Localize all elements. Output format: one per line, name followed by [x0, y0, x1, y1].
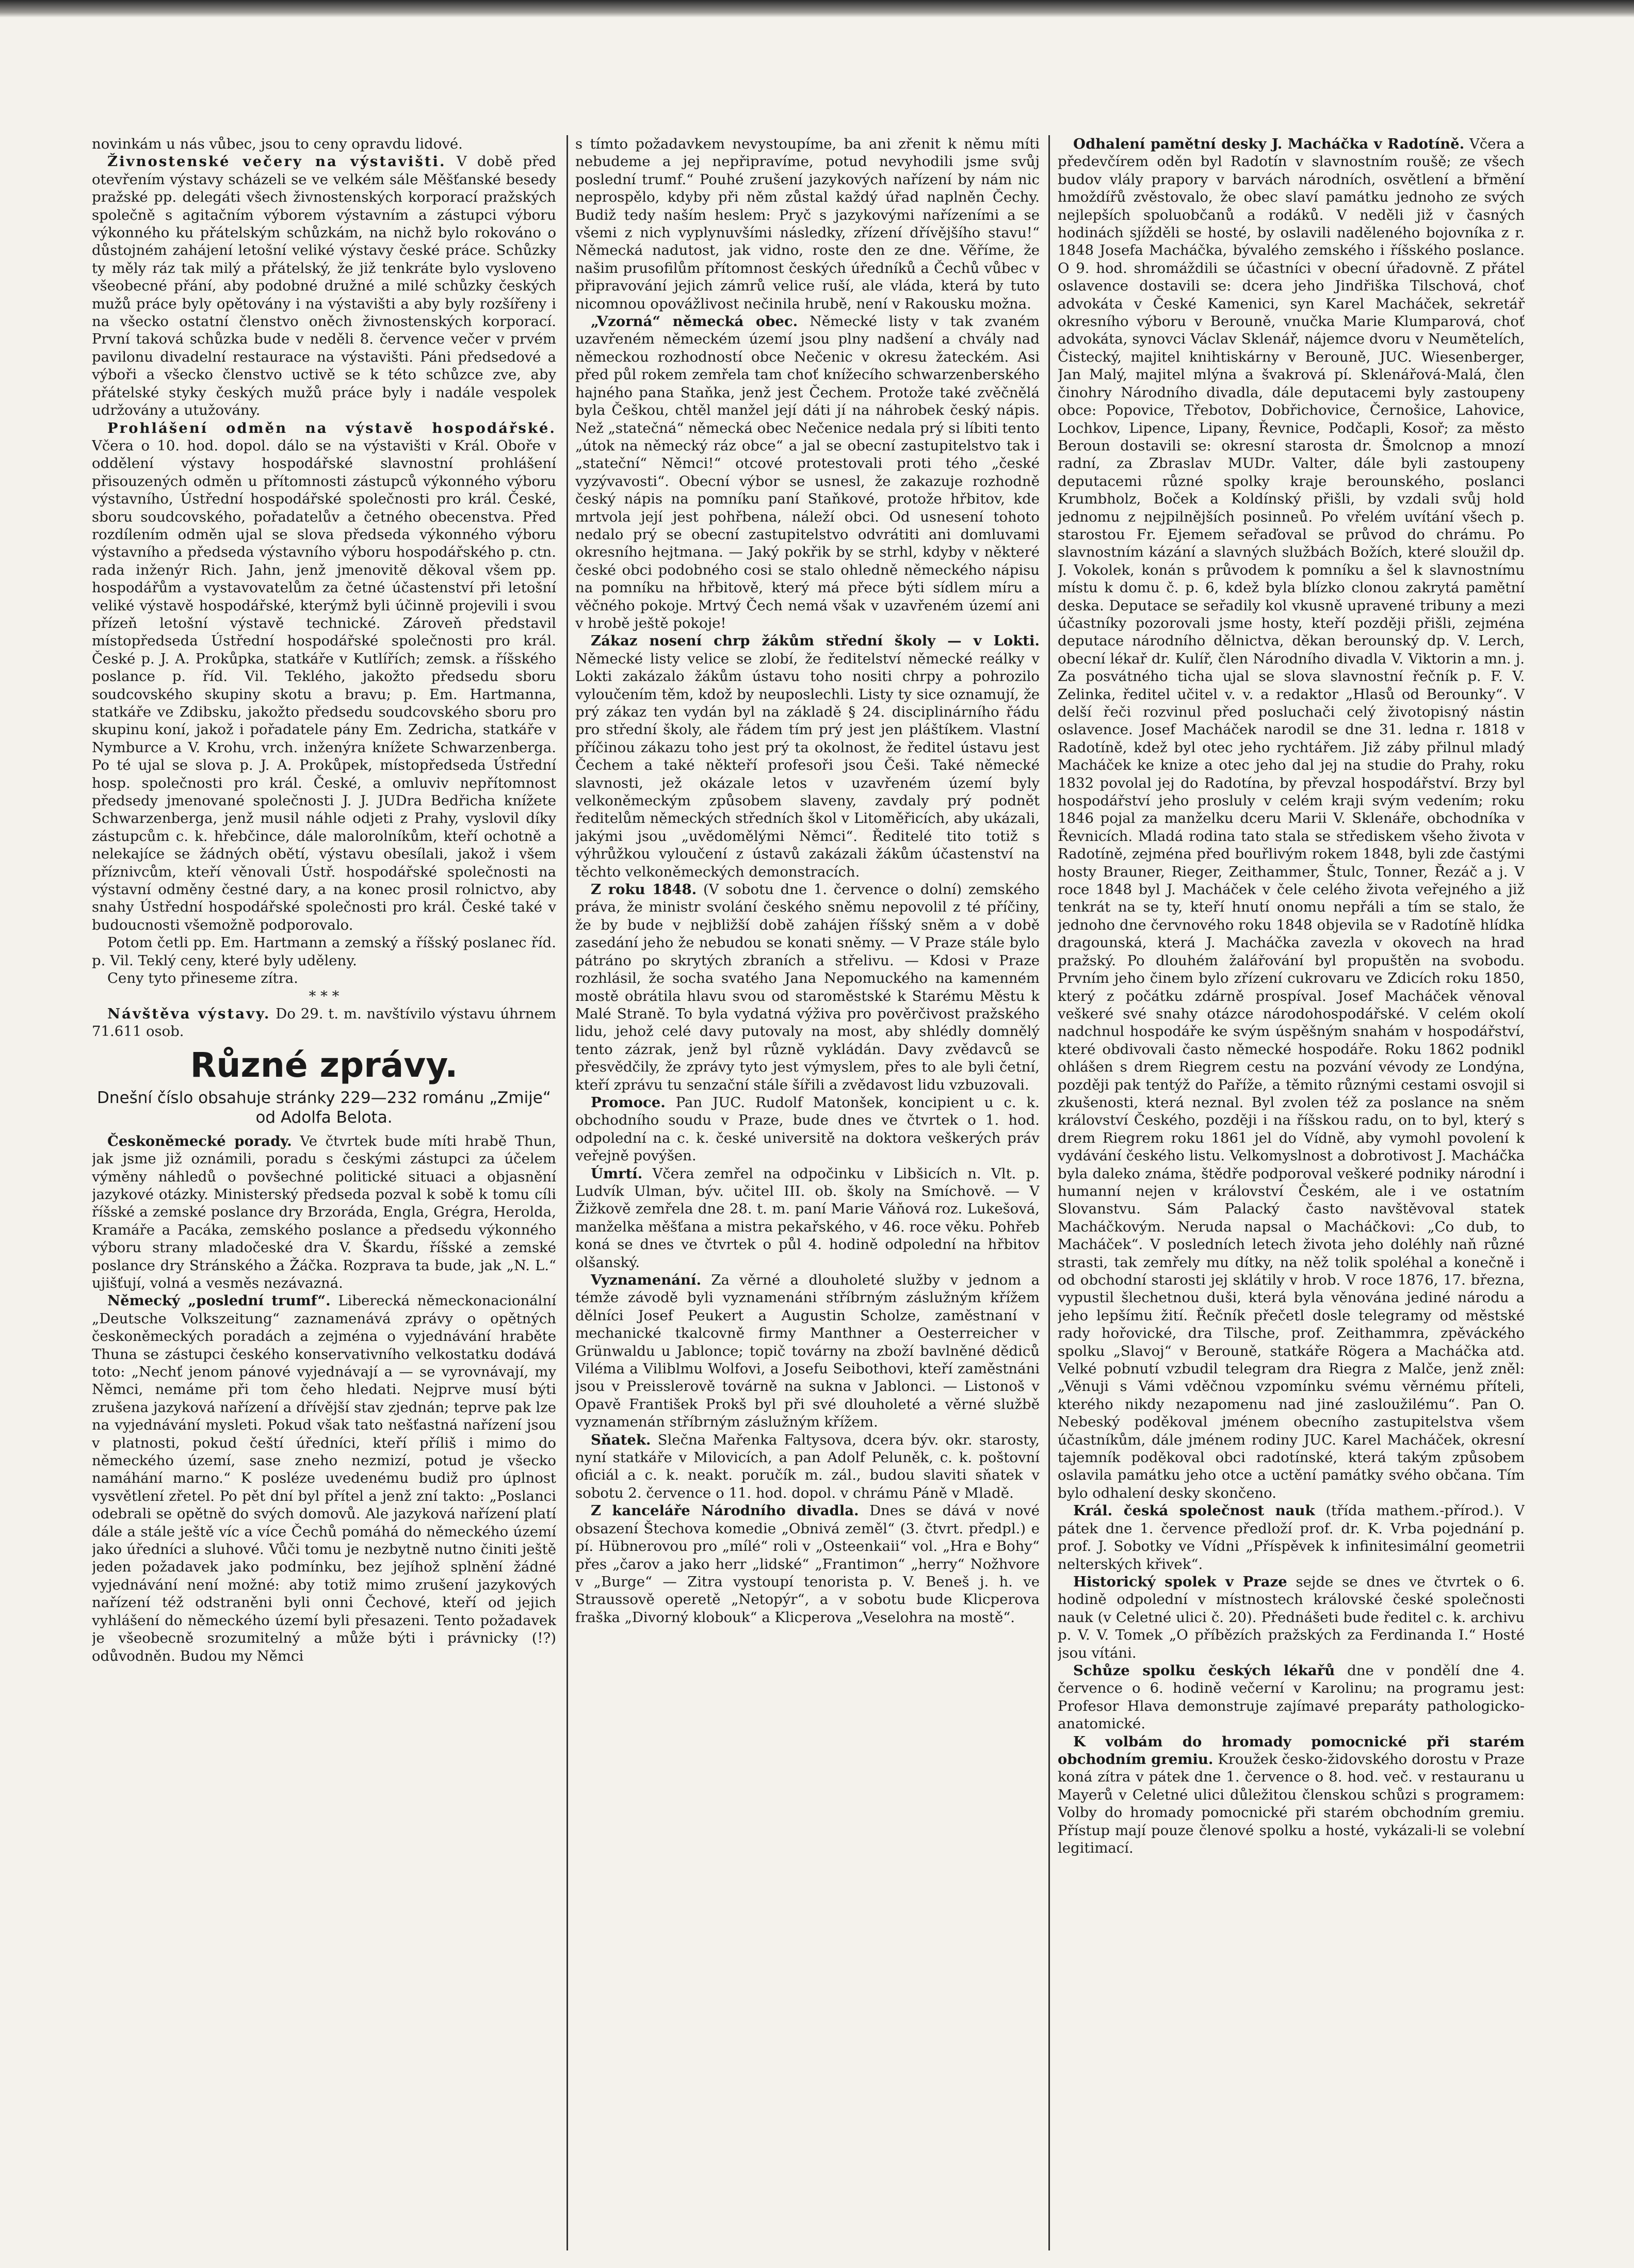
- article-title: „Vzorná“ německá obec.: [591, 313, 798, 330]
- article-body: Včera o 10. hod. dopol. dálo se na výstavišti v Král. Oboře v oddělení výstavy hospodářské slavnostní prohlášení přisouzených odměn u přítomnosti zástupců výkonného výboru výstavního, Ústřední hospodářské společnosti pro král. České, sboru soudcovského, pořadatelův a četného obecenstva. Před rozdílením odměn ujal se slova předseda výkonného výboru výstavního a předseda výstavního výboru hospodářského p. ctn. rada inženýr Rich. Jahn, jenž jmenovitě děkoval všem pp. hospodářům a vystavovatelům za četné účastenství při letošní veliké výstavě hospodářské, kterýmž byli účinně projevili i svou přízeň letošní výstavě technické. Zároveň představil místopředseda Ústřední hospodářské společnosti pro král. České p. J. A. Prokůpka, statkáře v Kutlířích; zemsk. a říšského poslance p. říd. Vil. Teklého, jakožto předsedu sboru soudcovského skupiny skotu a bravu; p. Em. Hartmanna, statkáře ve Zdibsku, jakožto předsedu soudcovského sboru pro skupinu koní, jakož i pořadatele pány Em. Zedricha, statkáře v Nymburce a V. Krohu, vrch. inženýra knížete Schwarzenberga. Po té ujal se slova p. J. A. Prokůpek, místopředseda Ústřední hosp. společnosti pro král. České, a omluviv nepřítomnost předsedy jmenované společnosti J. J. JUDra Bedřicha knížete Schwarzenberga, jenž musil náhle odjeti z Prahy, vyslovil díky zástupcům c. k. hřebčince, dále malorolníkům, kteří ochotně a nelekajíce se žádných obětí, výstavu obesílali, jakož i všem příznivcům, kteří věnovali Ústř. hospodářské společnosti na výstavní odměny čestné dary, a na konec prosil rolnictvo, aby snahy Ústřední hospodářské společnosti pro král. České také v budoucnosti všemožně podporovalo.: [92, 437, 556, 933]
- article-body: Slečna Mařenka Faltysova, dcera býv. okr. starosty, nyní statkáře v Milovicích, a pan Adolf Peluněk, c. k. poštovní oficiál a c. k. neakt. poručík m. zál., budou slaviti sňatek v sobotu 2. července o 11. hod. dopol. v chrámu Páně v Mladě.: [575, 1431, 1040, 1501]
- article-paragraph: [575, 1431, 1040, 1502]
- article-body: Pan JUC. Rudolf Matonšek, koncipient u c. k. obchodního soudu v Praze, bude dnes ve čtvrtek o 1. hod. odpolední na c. k. české universitě na doktora veškerých práv veřejně povýšen.: [575, 1094, 1040, 1164]
- article-title: Návštěva výstavy.: [107, 1005, 271, 1022]
- article-title: Odhalení pamětní desky J. Macháčka v Radotíně.: [1073, 136, 1465, 152]
- article-body: (V sobotu dne 1. července o dolní) zemského práva, že ministr svolání českého sněmu nepovolil z té příčiny, že by bude v nejbližší době zahájen říšský sněm a v době zasedání jeho že nebudou se konati sněmy. — V Praze stále bylo pátráno po skrytých zbraních a střelivu. — Kdosi v Praze rozhlásil, že socha svatého Jana Nepomuckého na kamenném mostě obrátila hlavu svou od staroměstské k Starému Městu k Malé Straně. To byla vydatná výživa pro pověrčivost pražského lidu, jehož celé davy putovaly na most, aby shlédly domnělý tento zázrak, jenž byl různě vykládán. Davy zvědavců se přesvědčily, že zprávy tyto jest výmyslem, přes to ale byli četní, kteří zprávu tu senzační stále šířili a zvědavost lidu vzbuzovali.: [575, 881, 1040, 1093]
- article-paragraph: [92, 1292, 556, 1665]
- article-body: (třída mathem.-přírod.). V pátek dne 1. července předloží prof. dr. K. Vrba pojednání p. prof. J. Sobotky ve Vídni „Příspěvek k infinitesimální geometrii nelterských křivek“.: [1058, 1502, 1525, 1573]
- article-paragraph: [575, 1502, 1040, 1626]
- section-heading: Různé zprávy.: [190, 1045, 458, 1085]
- scan-edge: [0, 0, 1634, 18]
- article-paragraph: [575, 881, 1040, 1094]
- article-paragraph: [1058, 1662, 1525, 1733]
- article-body: Liberecká německonacionální „Deutsche Volkszeitung“ zaznamenává zprávy o opětných českoněmeckých poradách a zejména o vyjednávání hraběte Thuna se zástupci českého konservativního velkostatku dodává toto: „Nechť jenom pánové vyjednávají a — se vyrovnávají, my Němci, nemáme při tom čeho hledati. Nejprve musí býti zrušena jazyková nařízení a dřívější stav zjednán; teprve pak lze na vyjednávání mysleti. Pokud však tato nešťastná nařízení jsou v platnosti, pokud čeští úředníci, kteří příliš i mimo do německého území, sase zneho nezmizí, potud je všecko namáhání marno.“ K posléze uvedenému budiž pro úplnost vysvětlení zřetel. Po pět dní byl přítel a jenž zní takto: „Poslanci odebrali se opětně do svých domovů. Ale jazyková nařízení platí dále a stále ještě víc a více Čechů pomáhá do německého území jako úředníci a sluhové. Vůči tomu je nezbytně nutno činiti ještě jeden požadavek jako podmínku, bez jejíhož splnění žádné vyjednávání není možné: aby totiž mimo zrušení jazykových nařízení též odstraněni byli onni Čechové, kteří od jejich vyhlášení do německého území byli přesazeni. Tento požadavek je všeobecně srozumitelný a může býti i právnicky (!?) odůvodněn. Budou my Němci: [92, 1292, 556, 1664]
- article-paragraph: [575, 632, 1040, 881]
- article-title: Z roku 1848.: [591, 881, 697, 898]
- article-paragraph: [92, 1005, 556, 1041]
- article-title: Zákaz nosení chrp žákům střední školy — v Lokti.: [591, 633, 1040, 650]
- column-divider: [1048, 135, 1050, 2250]
- article-title: Promoce.: [591, 1094, 666, 1111]
- article-title: Z kanceláře Národního divadla.: [591, 1502, 859, 1519]
- article-paragraph: [1058, 1733, 1525, 1857]
- column-1: [92, 135, 556, 2250]
- article-body: Německé listy v tak zvaném uzavřeném německém území jsou plny nadšení a chvály nad německou rozhodností obce Nečenic v okresu žateckém. Asi před půl rokem zemřela tam choť knížecího schwarzenberského hajného pana Staňka, jenž jest Čechem. Protože také zvěčnělá byla Češkou, chtěl manžel její dáti jí na náhrobek český nápis. Než „statečná“ německá obec Nečenice nedala prý si líbiti tento „útok na německý ráz obce“ a jal se obecní zastupitelstvo tak i „stateční“ Němci!“ otcové protestovali proti tého „české vyzývavosti“. Obecní výbor se usnesl, že zakazuje rozhodně český nápis na pomníku paní Staňkové, protože hřbitov, kde mrtvola její jest pohřbena, náleží obci. Od usnesení tohoto nedalo prý se obecní zastupitelstvo odvrátiti ani domluvami okresního hejtmana. — Jaký pokřik by se strhl, kdyby v některé české obci podobného cosi se stalo ohledně německého nápisu na pomníku na hřbitově, který má přece býti sídlem míru a věčného pokoje. Mrtvý Čech nemá však v uzavřeném území ani v hrobě ještě pokoje!: [575, 313, 1040, 631]
- article-paragraph: [575, 1165, 1040, 1271]
- article-paragraph: Potom četli pp. Em. Hartmann a zemský a říšský poslanec říd. p. Vil. Teklý ceny, které byly uděleny.: [92, 934, 556, 969]
- article-title: Historický spolek v Praze: [1073, 1573, 1287, 1590]
- article-body: Německé listy velice se zlobí, že ředitelství německé reálky v Lokti zakázalo žákům ústavu toho nositi chrpy a pohrozilo vyloučením těm, kdož by neuposlechli. Listy ty sice oznamují, že prý zákaz ten vydán byl na základě § 24. disciplinárního řádu pro střední školy, ale řádem tím prý jest jen pláštíkem. Vlastní příčinou zákazu toho jest prý ta okolnost, že ředitel ústavu jest Čechem a také někteří profesoři jsou Češi. Také německé slavnosti, jež okázale letos v uzavřeném území byly velkoněmeckým způsobem slaveny, zavdaly prý podnět ředitelům německých středních škol v Litoměřicích, aby ukázali, jakými jsou „uvědomělými Němci“. Ředitelé tito totiž s výhrůžkou vyloučení z ústavů zakázali žákům účastenství na těchto velkoněmeckých demonstracích.: [575, 650, 1040, 880]
- article-title: Prohlášení odměn na výstavě hospodářské.: [107, 419, 556, 436]
- article-body: Do 29. t. m. navštívilo výstavu úhrnem 71.611 osob.: [92, 1005, 556, 1040]
- article-paragraph: [575, 1271, 1040, 1431]
- article-paragraph: [1058, 1573, 1525, 1662]
- article-paragraph: [575, 313, 1040, 632]
- article-title: Sňatek.: [591, 1431, 651, 1448]
- article-body: Dnes se dává v nové obsazení Štechova komedie „Obnivá zeměl“ (3. čtvrt. předpl.) e pí. Hübnerovou pro „mílé“ roli v „Osteenkaii“ vol. „Hra e Bohy“ přes „čarov a jako herr „lidské“ „Frantimon“ „herry“ Nožhvore v „Burge“ — Zitra vystoupí tenorista p. V. Beneš j. h. ve Straussově operetě „Netopýr“, a v sobotu bude Klicperova fraška „Divorný klobouk“ a Klicperova „Veselohra na mostě“.: [575, 1502, 1040, 1626]
- article-body: Ve čtvrtek bude míti hrabě Thun, jak jsme již oznámili, poradu s českými zástupci za účelem výměny náhledů o povšechné politické situaci a objasnění jazykové otázky. Ministerský předseda pozval k sobě k tomu cíli říšské a zemské poslance dry Brzoráda, Engla, Grégra, Herolda, Kramáře a Pacáka, zemského poslance a předsedu výkonného výboru strany mladočeské dra V. Škardu, říšské a zemské poslance dry Stránského a Žáčka. Rozprava ta bude, jak „N. L.“ ujišťují, volná a vesměs nezávazná.: [92, 1132, 556, 1291]
- column-2: [575, 135, 1040, 2250]
- column-divider: [567, 135, 568, 2250]
- separator-stars: * * *: [309, 987, 339, 1005]
- section-subheading: Dnešní číslo obsahuje stránky 229—232 románu „Zmije“ od Adolfa Belota.: [97, 1088, 551, 1127]
- article-body: Včera zemřel na odpočinku v Libšicích n. Vlt. p. Ludvík Ulman, býv. učitel III. ob. školy na Smíchově. — V Žižkově zemřela dne 28. t. m. paní Marie Váňová roz. Lukešová, manželka měšťana a mistra pekařského, v 46. roce věku. Pohřeb koná se dnes ve čtvrtek o půl 4. hodině odpolední na hřbitov olšanský.: [575, 1165, 1040, 1271]
- article-paragraph: Ceny tyto přineseme zítra.: [107, 970, 298, 987]
- article-title: Král. česká společnost nauk: [1073, 1502, 1315, 1519]
- article-title: Schůze spolku českých lékařů: [1073, 1662, 1335, 1679]
- article-title: Českoněmecké porady.: [107, 1132, 292, 1149]
- article-continuation: novinkám u nás vůbec, jsou to ceny opravdu lidové.: [92, 136, 463, 152]
- article-paragraph: [1058, 1502, 1525, 1573]
- article-paragraph: [92, 419, 556, 934]
- article-body: Kroužek česko-židovského dorostu v Praze koná zítra v pátek dne 1. července o 8. hod. več. v restauranu u Mayerů v Celetné ulici důležitou členskou schůzi s programem: Volby do hromady pomocnické při starém obchodním gremiu. Přístup mají pouze členové spolku a hosté, vykázali-li se volební legitimací.: [1058, 1751, 1525, 1856]
- article-title: Úmrtí.: [591, 1165, 643, 1182]
- article-title: K volbám do hromady pomocnické při starém obchodním gremiu.: [1058, 1733, 1525, 1768]
- article-body: Včera a předevčírem oděn byl Radotín v slavnostním roušě; ze všech budov vlály prapory v barvách národních, osvětlení a břmění hmoždířů zvěstovalo, že obec slaví památku jednoho ze svých nejlepších spoluobčanů a rodáků. V neděli již v časných hodinách sjížděli se hosté, by oslavili naděleného bojovníka z r. 1848 Josefa Macháčka, bývalého zemského i říšského poslance. O 9. hod. shromáždili se účastníci v obecní úřadovně. Z přátel oslavence dostavili se: dcera jeho Jindřiška Tilschová, choť advokáta v České Kamenici, syn Karel Macháček, sekretář okresního výboru v Berouně, vnučka Marie Klumparová, choť advokáta, synovci Václav Sklenář, nájemce dvoru v Neumětelích, Čistecký, majitel knihtiskárny v Berouně, JUC. Wiesenberger, Jan Malý, majitel mlýna a švakrová pí. Sklenářová-Malá, člen činohry Národního divadla, dále deputacemi byly zastoupeny obce: Popovice, Třebotov, Dobřichovice, Černošice, Lahovice, Lochkov, Lipence, Lipany, Řevnice, Podčapli, Kosoř; za město Beroun dostavili se: okresní starosta dr. Šmolcnop a mnozí radní, za Zbraslav MUDr. Valter, dále byli zastoupeny deputacemi různé spolky kraje berounského, poslanci Krumbholz, Boček a Koldínský přišli, by vzdali svůj hold jednomu z nejpilnějších posinneů. Po vřelém uvítání všech p. starostou Fr. Ejemem seřaďoval se průvod do chrámu. Po slavnostním kázání a slavných službách Božích, které sloužil dp. J. Vokolek, konán s průvodem k pomníku a šel k slavnostnímu místu k domu č. p. 6, kdež byla blízko clonou zakrytá pamětní deska. Deputace se seřadily kol vkusně upravené tribuny a mezi účastníky pozorovali jsme hosty, kteří později přišli, zejména deputace národního dělnictva, děkan berounský dp. V. Lerch, obecní lékař dr. Kulíř, člen Národního divadla V. Viktorin a mn. j. Za posvátného ticha ujal se slova slavnostní řečník p. F. V. Zelinka, ředitel učitel v. v. a redaktor „Hlasů od Berounky“. V delší řeči rozvinul před posluchači celý životopisný nástin oslavence. Josef Macháček narodil se dne 31. ledna r. 1818 v Radotíně, kdež byl otec jeho rychtářem. Již záby přilnul mladý Macháček ke knize a otec jeho dal jej na studie do Prahy, roku 1832 povolal jej do Radotína, by převzal hospodářství. Brzy byl hospodářství jeho prosluly v celém kraji svým vedením; roku 1846 pojal za manželku dceru Marii V. Sklenáře, obchodníka v Řevnicích. Mladá rodina tato stala se střediskem všeho života v Radotíně, zejména před bouřlivým rokem 1848, byli zde častými hosty Brauner, Rieger, Zeithammer, Štulc, Tonner, Řezáč a j. V roce 1848 byl J. Macháček v čele celého života veřejného a již tenkrát na se ty, kteří hnutí onomu nepřáli a tím se stalo, že jednoho dne červnového roku 1848 objevila se v Radotíně hlídka dragounská, která J. Macháčka zavezla v okovech na hrad pražský. Po dlouhém žalářování byl propuštěn na svobodu. Prvním jeho činem bylo zřízení cukrovaru ve Zdicích roku 1850, který z počátku zdárně prospíval. Josef Macháček věnoval veškeré své snahy otázce národohospodářské. V celém okolí nadchnul hospodáře ke svým úspěšným snahám v hospodářství, které obdivovali často německé hospodáře. Roku 1862 podnikl ohlášen s drem Riegrem cestu na pozvání vévody ze Londýna, později pak tentýž do Paříže, a těmito různými cestami osvojil si zkušenosti, která neznal. Byl zvolen též za poslance na sněm království Českého, později i na říšskou radu, on to byl, který s drem Riegrem roku 1861 jel do Vídně, aby vymohl povolení k vydávání českého listu. Velkomyslnost a dobrotivost J. Macháčka byla daleko známa, štědře podporoval veškeré podniky národní i humanní nejen v království Českém, ale i ve ostatním Slovanstvu. Sám Palacký často navštěvoval statek Macháčkovým. Neruda napsal o Macháčkovi: „Co dub, to Macháček“. V posledních letech života jeho doléhly naň různé strasti, tak zemřely mu dítky, na něž tolik spoléhal a konečně i od obchodní starosti jej sklátily v hrob. V roce 1876, 17. března, vypustil šlechetnou duši, která byla věnována jediné národu a jeho lepšímu žití. Řečník přečetl dosle telegramy od městské rady hořovické, dra Tilsche, prof. Zeithammra, zpěváckého spolku „Slavoj“ v Berouně, statkáře Rögera a Macháčka atd. Velké pobnutí vzbudil telegram dra Riegra z Malče, jenž zněl: „Věnuji s Vámi vděčnou vzpomínku svému věrnému příteli, kterého nikdy nezapomenu nad jiné zasloužilému“. Pan O. Nebeský poděkoval jménem obecního zastupitelstva všem účastníkům, dále jménem rodiny JUC. Karel Macháček, okresní tajemník poděkoval obci radotínské, která takým způsobem oslavila památku jeho otce a uctění památky svého občana. Tím bylo odhalení desky skončeno.: [1058, 136, 1525, 1501]
- article-paragraph: [1058, 135, 1525, 1502]
- article-body: Za věrné a dlouholeté služby v jednom a témže závodě byli vyznamenáni stříbrným záslužným křížem dělníci Josef Peukert a Augustin Scholze, zaměstnaní v mechanické tkalcovně firmy Manthner a Oesterreicher v Grünwaldu u Jablonce; topič továrny na zboží bavlněné dědiců Viléma a Viliblmu Wolfovi, a Josefu Seibothovi, kteří zaměstnáni jsou v Preisslerově továrně na sukna v Jablonci. — Listonoš v Opavě František Prokš byl při své dlouholeté a věrné službě vyznamenán stříbrným záslužným křížem.: [575, 1272, 1040, 1431]
- article-continuation: s tímto požadavkem nevystoupíme, ba ani zřenit k němu míti nebudeme a jej nepřipravíme, potud nevyhodili jsme svůj poslední trumf.“ Pouhé zrušení jazykových nařízení by nám nic neprospělo, kdyby při něm zůstal každý úřad naplněn Čechy. Budiž tedy naším heslem: Pryč s jazykovými nařízeními a se všemi z nich vyplynuvšími následky, zřízení dřívějšího stavu!“ Německá nadutost, jak vidno, roste den ze dne. Věříme, že našim prusofilům přítomnost českých úředníků a Čechů vůbec v připravování jejich zámrů velice ruší, ale vláda, která by tuto nicomnou opovážlivost nečinila hrubě, není v Rakousku možna.: [575, 136, 1040, 312]
- article-paragraph: [575, 1094, 1040, 1165]
- article-title: Vyznamenání.: [591, 1272, 702, 1288]
- article-body: sejde se dnes ve čtvrtek o 6. hodině odpolední v místnostech královské české společnosti nauk (v Celetné ulici č. 20). Přednášeti bude ředitel c. k. archivu p. V. V. Tomek „O příbězích pražských za Ferdinanda I.“ Hosté jsou vítáni.: [1058, 1573, 1525, 1661]
- article-body: dne v pondělí dne 4. července o 6. hodině večerní v Karolinu; na programu jest: Profesor Hlava demonstruje zajímavé preparáty pathologicko-anatomické.: [1058, 1662, 1525, 1732]
- column-3: [1058, 135, 1525, 2250]
- article-title: Německý „poslední trumf“.: [107, 1292, 331, 1309]
- article-paragraph: [92, 1132, 556, 1292]
- article-body: V době před otevřením výstavy scházeli se ve velkém sále Měšťanské besedy pražské pp. delegáti všech živnostenských korporací pražských společně s agitačním výborem výstavním a zástupci výboru výkonného ku přátelským schůzkám, na nichž bylo rokováno o důstojném zahájení letošní veliké výstavy české práce. Schůzky ty měly ráz tak milý a přátelský, že již tenkráte bylo vysloveno všeobecné přání, aby podobné družné a milé schůzky českých mužů práce byly opětovány i na výstavišti a aby byly rozšířeny i na všecko ostatní členstvo oněch živnostenských korporací. První taková schůzka bude v neděli 8. července večer v prvém pavilonu divadelní restaurace na výstavišti. Páni předsedové a výboři a všecko členstvo uctivě se k této schůzce zve, aby přátelské styky českých mužů práce byly i nadále vespolek udržovány a utužovány.: [92, 153, 556, 419]
- article-title: Živnostenské večery na výstavišti.: [107, 153, 446, 170]
- article-paragraph: [92, 153, 556, 419]
